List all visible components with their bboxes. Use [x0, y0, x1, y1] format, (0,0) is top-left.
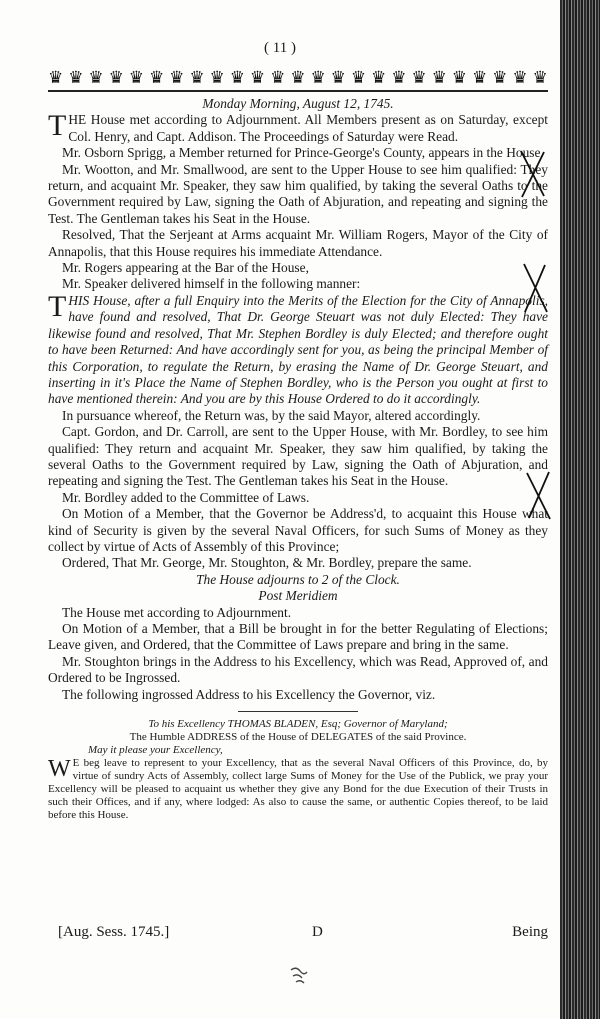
- address-to: To his Excellency THOMAS BLADEN, Esq; Governor of Maryland;: [148, 718, 448, 731]
- ornament-crown-icon: ♛: [411, 67, 427, 87]
- paragraph-2: Mr. Osborn Sprigg, a Member returned for Prince-George's County, appears in the House.: [62, 145, 544, 161]
- address-body: W E beg leave to represent to your Excellency, that as the several Naval Officers of this Province, do, by virtue of sundry Acts of Assembly, collect large Sums of Money for the Use of the Publick, we pray your Excellency will be pleased to acquaint us whether they give any Bond for the due Execution of their Trusts in such their Offices, and if any, where lodged: As also to cause the same, or authentic Copies thereof, to be laid before this House.: [48, 756, 548, 822]
- sheet-letter: D: [312, 924, 323, 940]
- paragraph-10: On Motion of a Member, that the Governor be Address'd, to acquaint this House what kind of Security is given by the several Naval Officers, for such Sums of Money as they collect by virtue of Acts of Assembly of this Province;: [48, 506, 548, 554]
- ornament-crown-icon: ♛: [68, 67, 84, 87]
- address-from: The Humble ADDRESS of the House of DELEGATES of the said Province.: [129, 731, 467, 744]
- ornament-crown-icon: ♛: [492, 67, 508, 87]
- ornament-crown-icon: ♛: [189, 67, 205, 87]
- ornament-crown-icon: ♛: [48, 67, 64, 87]
- divider: [238, 711, 358, 712]
- ornament-crown-icon: ♛: [451, 67, 467, 87]
- handwritten-x-mark: [520, 262, 550, 314]
- ornament-crown-icon: ♛: [128, 67, 144, 87]
- ornament-crown-icon: ♛: [249, 67, 266, 87]
- paragraph-11: Ordered, That Mr. George, Mr. Stoughton, & Mr. Bordley, prepare the same.: [62, 555, 472, 571]
- date-heading: Monday Morning, August 12, 1745.: [202, 96, 394, 111]
- drop-cap: T: [48, 289, 67, 323]
- ornament-crown-icon: ♛: [209, 67, 225, 87]
- ornament-crown-icon: ♛: [108, 67, 124, 87]
- drop-cap: T: [48, 109, 67, 143]
- paragraph-14: Mr. Stoughton brings in the Address to his Excellency, which was Read, Approved of, and Ordered to be Ingrossed.: [48, 653, 548, 686]
- catchword: Being: [512, 924, 548, 940]
- paragraph-3: Mr. Wootton, and Mr. Smallwood, are sent to the Upper House to see him qualified: They return, and acquaint Mr. Speaker, they saw him qualified, by taking the several Oaths to the Government required by Law, signing the Oath of Abjuration, and repeating and signing the Test. The Gentleman takes his Seat in the House.: [48, 161, 548, 226]
- ornament-crown-icon: ♛: [471, 67, 488, 87]
- signature-mark: [Aug. Sess. 1745.]: [58, 924, 170, 940]
- ornament-crown-icon: ♛: [310, 67, 326, 87]
- paragraph-8: Capt. Gordon, and Dr. Carroll, are sent to the Upper House, with Mr. Bordley, to see him qualified: They return and acquaint Mr. Speaker, they saw him qualified, by taking the several Oaths to the Government required by Law, signing the Oath of Abjuration, and repeating and signing the Test. The Gentleman takes his Seat in the House.: [48, 424, 548, 489]
- paragraph-15: The following ingrossed Address to his Excellency the Governor, viz.: [62, 686, 436, 702]
- post-meridiem-heading: Post Meridiem: [258, 588, 338, 604]
- paragraph-5: Mr. Rogers appearing at the Bar of the House,: [62, 260, 309, 276]
- book-spine-edge: [560, 0, 600, 1019]
- paragraph-12: The House met according to Adjournment.: [62, 604, 292, 620]
- handwritten-x-mark: [524, 470, 554, 522]
- journal-text: [48, 96, 548, 822]
- ornament-crown-icon: ♛: [169, 67, 185, 87]
- ornament-crown-icon: ♛: [330, 67, 346, 87]
- ornament-band: [48, 64, 548, 92]
- paragraph-4: Resolved, That the Serjeant at Arms acquaint Mr. William Rogers, Mayor of the City of Annapolis, that this House requires his immediate Attendance.: [48, 227, 548, 259]
- ornament-crown-icon: ♛: [290, 67, 306, 87]
- paragraph-1: THE House met according to Adjournment. All Members present as on Saturday, except Col. Henry, and Capt. Addison. The Proceedings of Saturday were Read.: [48, 109, 548, 144]
- paragraph-9: Mr. Bordley added to the Committee of Laws.: [62, 489, 310, 505]
- ornament-crown-icon: ♛: [148, 67, 165, 87]
- adjournment-line: The House adjourns to 2 of the Clock.: [196, 571, 400, 587]
- page-footer: [58, 924, 548, 948]
- ornament-crown-icon: ♛: [371, 67, 387, 87]
- page-number: ( 11 ): [264, 40, 296, 56]
- paragraph-13: On Motion of a Member, that a Bill be brought in for the better Regulating of Elections; Leave given, and Ordered, that the Committee of Laws prepare and bring in the same.: [48, 621, 548, 653]
- ornament-crown-icon: ♛: [512, 67, 528, 87]
- paragraph-7: In pursuance whereof, the Return was, by the said Mayor, altered accordingly.: [62, 407, 481, 423]
- ornament-crown-icon: ♛: [88, 67, 104, 87]
- handwritten-x-mark: [518, 148, 548, 200]
- ornament-crown-icon: ♛: [431, 67, 447, 87]
- ornament-crown-icon: ♛: [350, 67, 367, 87]
- speaker-speech: THIS House, after a full Enquiry into the Merits of the Election for the City of Annapolis, have found and resolved, That Dr. George Steuart was not duly Elected: They have likewise found and resolved, That Mr. Stephen Bordley is duly Elected; and therefore ought to have been Returned: And have accordingly sent for you, as being the principal Member of this Corporation, to regulate the Return, by erasing the Name of Dr. George Steuart, and inserting in it's Place the Name of Stephen Bordley, who is the Person you ought at first to have mentioned therein: And you are by this House Ordered to do it accordingly.: [48, 289, 548, 407]
- drop-cap: W: [48, 756, 71, 783]
- ornament-crown-icon: ♛: [270, 67, 286, 87]
- address-salutation: May it please your Excellency,: [88, 744, 223, 757]
- ornament-crown-icon: ♛: [391, 67, 407, 87]
- ornament-crown-icon: ♛: [229, 67, 245, 87]
- ornament-crown-icon: ♛: [532, 67, 548, 87]
- flourish-mark: [288, 964, 310, 991]
- paragraph-6: Mr. Speaker delivered himself in the following manner:: [62, 276, 361, 292]
